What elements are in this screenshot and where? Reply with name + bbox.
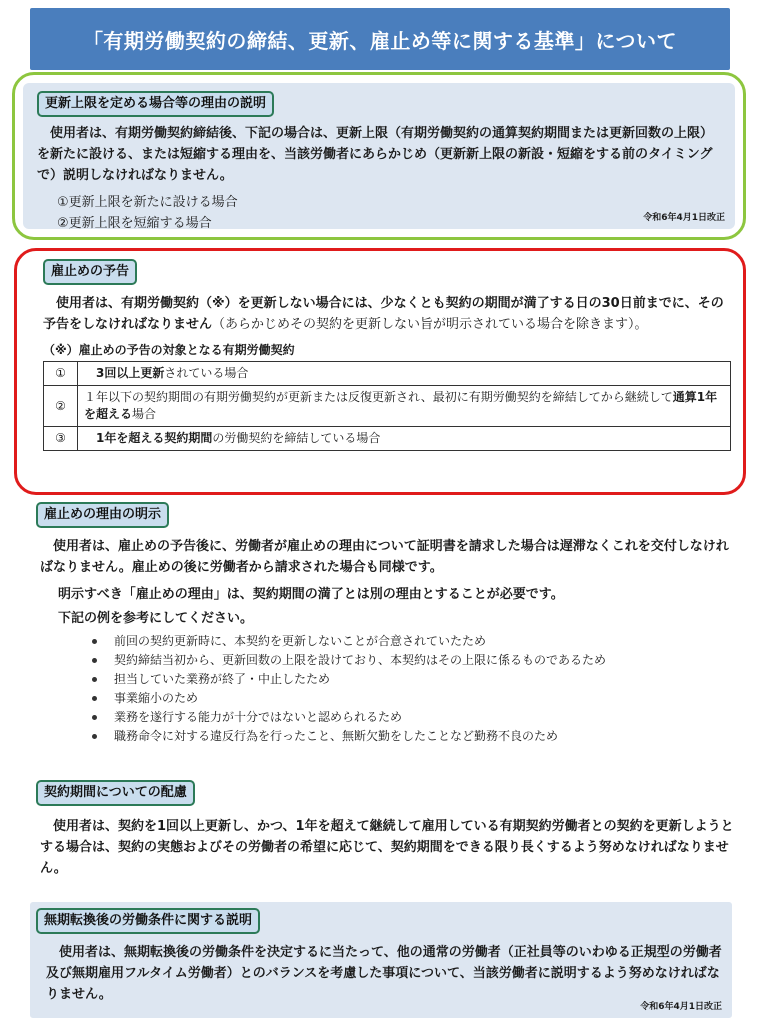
indefinite-conversion-heading: 無期転換後の労働条件に関する説明: [36, 908, 260, 934]
termination-reason-heading: 雇止めの理由の明示: [36, 502, 169, 528]
termination-notice-section: [14, 248, 746, 495]
termination-notice-main: 使用者は、有期労働契約（※）を更新しない場合には、少なくとも契約の期間が満了する日の30日前までに、その予告をしなければなりません: [43, 296, 724, 332]
update-limit-panel: [23, 83, 735, 229]
list-item: [92, 632, 736, 651]
list-item: [92, 689, 736, 708]
row-text: [78, 427, 731, 451]
notice-target-table: [43, 361, 731, 451]
update-limit-section: [12, 72, 746, 240]
bullet-icon: [92, 658, 97, 663]
contract-period-heading: 契約期間についての配慮: [36, 780, 195, 806]
row-rest: の労働契約を締結している場合: [212, 431, 381, 445]
indefinite-conversion-section: [30, 902, 732, 1018]
row-emphasis: 1年を超える契約期間: [96, 431, 213, 445]
contract-period-text: 使用者は、契約を1回以上更新し、かつ、1年を超えて継続して雇用している有期契約労働者との契約を更新しようとする場合は、契約の実態およびその労働者の希望に応じて、契約期間をできる限り長くするよう努めなければなりません。: [40, 819, 734, 876]
termination-notice-text: [43, 293, 729, 335]
list-item: [92, 708, 736, 727]
row-pre: １年以下の契約期間の有期労働契約が更新または反復更新され、最初に有期労働契約を締結してから継続して: [84, 390, 673, 404]
list-item: [92, 727, 736, 746]
update-limit-text: 使用者は、有期労働契約締結後、下記の場合は、更新上限（有期労働契約の通算契約期間または更新回数の上限）を新たに設ける、または短縮する理由を、当該労働者にあらかじめ（更新新上限の新設・短縮をする前のタイミングで）説明しなければなりません。: [37, 126, 714, 183]
list-item: [92, 651, 736, 670]
revision-note: 令和6年4月1日改正: [640, 1002, 722, 1012]
table-row: [44, 362, 731, 386]
list-item-text: 担当していた業務が終了・中止したため: [114, 672, 331, 686]
bullet-icon: [92, 715, 97, 720]
update-limit-case-2: ②更新上限を短縮する場合: [57, 216, 212, 231]
row-text: [78, 386, 731, 427]
row-number: ②: [44, 386, 78, 427]
termination-reason-text: 使用者は、雇止めの予告後に、労働者が雇止めの理由について証明書を請求した場合は遅滞なくこれを交付しなければなりません。雇止めの後に労働者から請求された場合も同様です。: [40, 539, 729, 575]
row-number: ①: [44, 362, 78, 386]
page-title: 「有期労働契約の締結、更新、雇止め等に関する基準」について: [30, 8, 730, 70]
bullet-icon: [92, 677, 97, 682]
row-rest: されている場合: [164, 366, 249, 380]
update-limit-heading: 更新上限を定める場合等の理由の説明: [37, 91, 274, 117]
bullet-icon: [92, 696, 97, 701]
bullet-icon: [92, 639, 97, 644]
notice-target-heading: （※）雇止めの予告の対象となる有期労働契約: [43, 343, 295, 357]
termination-reason-section: [36, 502, 736, 746]
list-item-text: 前回の契約更新時に、本契約を更新しないことが合意されていたため: [114, 634, 487, 648]
row-rest: 場合: [132, 407, 157, 421]
table-row: [44, 386, 731, 427]
row-number: ③: [44, 427, 78, 451]
indefinite-conversion-text: 使用者は、無期転換後の労働条件を決定するに当たって、他の通常の労働者（正社員等のいわゆる正規型の労働者及び無期雇用フルタイム労働者）とのバランスを考慮した事項について、当該労働者に説明するよう努めなければなりません。: [46, 945, 722, 1002]
row-emphasis: 通算1年を超える: [84, 390, 718, 421]
update-limit-case-1: ①更新上限を新たに設ける場合: [57, 195, 238, 210]
termination-notice-exception: （あらかじめその契約を更新しない旨が明示されている場合を除きます）。: [212, 317, 648, 332]
bullet-icon: [92, 734, 97, 739]
list-item-text: 業務を遂行する能力が十分ではないと認められるため: [114, 710, 403, 724]
table-row: [44, 427, 731, 451]
row-text: [78, 362, 731, 386]
contract-period-section: [36, 780, 736, 879]
list-item-text: 契約締結当初から、更新回数の上限を設けており、本契約はその上限に係るものであるため: [114, 653, 607, 667]
row-emphasis: 3回以上更新: [96, 366, 165, 380]
termination-reason-requirement: 明示すべき「雇止めの理由」は、契約期間の満了とは別の理由とすることが必要です。: [58, 587, 564, 602]
revision-note: 令和6年4月1日改正: [643, 213, 725, 223]
termination-notice-heading: 雇止めの予告: [43, 259, 137, 285]
list-item: [92, 670, 736, 689]
list-item-text: 職務命令に対する違反行為を行ったこと、無断欠勤をしたことなど勤務不良のため: [114, 729, 559, 743]
termination-reason-examples: [92, 632, 736, 746]
list-item-text: 事業縮小のため: [114, 691, 199, 705]
termination-reason-examples-intro: 下記の例を参考にしてください。: [58, 611, 254, 626]
update-limit-cases: [57, 192, 721, 234]
